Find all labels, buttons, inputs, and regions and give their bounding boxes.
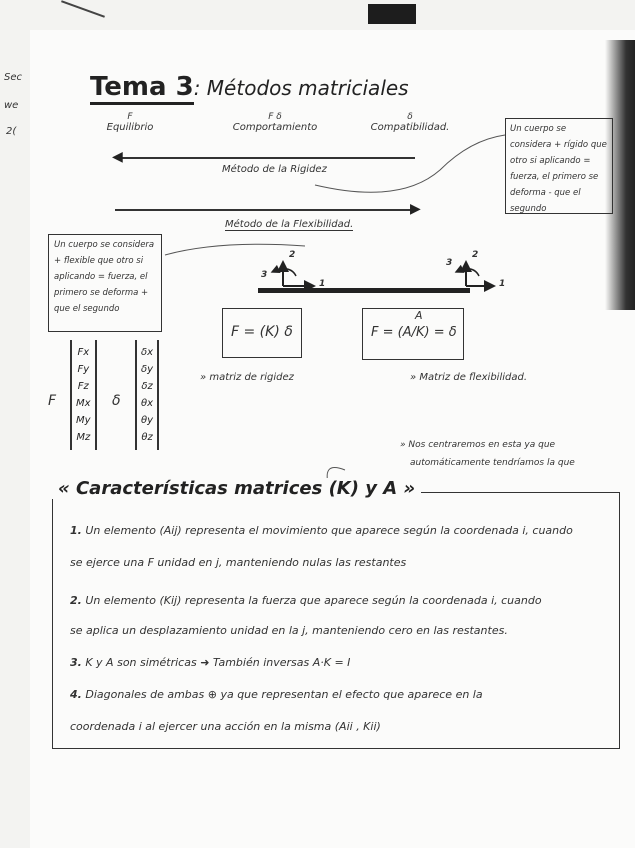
dof-left-1: 1 (319, 279, 326, 289)
dof-left-2: 2 (289, 250, 296, 260)
stiffness-label: » matriz de rigidez (200, 372, 294, 383)
vector-entry: Mz (76, 432, 91, 443)
flexibility-equation-box (362, 308, 464, 360)
margin-fragment: Sec (4, 72, 22, 83)
flexibility-equation: F = (A/K) = δ (371, 325, 457, 340)
concept-symbol: F (127, 112, 133, 122)
vector-entry: δx (141, 347, 154, 358)
vector-entry: θz (141, 432, 153, 443)
concept-label: Equilibrio (106, 122, 154, 133)
item-2-line: se aplica un desplazamiento unidad en la j, manteniendo cero en las restantes. (70, 624, 508, 637)
item-1-line (70, 524, 573, 537)
stiffness-equation-box (222, 308, 302, 358)
dof-right-2: 2 (472, 250, 479, 260)
connector-curve (165, 244, 305, 255)
displacement-symbol: δ (112, 393, 121, 409)
item-text: K y A son simétricas ➜ También inversas A·K = I (85, 656, 351, 669)
displacement-vector (135, 340, 159, 450)
method-flexibilidad: Método de la Flexibilidad. (225, 219, 354, 230)
dof-right-1: 1 (499, 279, 506, 289)
arrow-left-icon: ◀ (112, 149, 123, 165)
vector-entry: θx (141, 398, 154, 409)
beam (258, 288, 470, 293)
vector-entry: θy (141, 415, 154, 426)
item-4-line (70, 688, 483, 701)
force-vector (70, 340, 97, 450)
title-prefix: Tema 3 (90, 72, 194, 105)
note-rigid: Un cuerpo se considera + rígido que otro si aplicando = fuerza, el primero se deforma - que el segundo (505, 118, 613, 214)
item-1-line: se ejerce una F unidad en j, manteniendo nulas las restantes (70, 556, 407, 569)
item-number: 2. (70, 594, 82, 607)
concept-symbol: δ (407, 112, 413, 122)
item-number: 4. (70, 688, 82, 701)
dof-arrows-right-icon (456, 262, 494, 286)
concept-label: Compatibilidad. (370, 122, 450, 133)
concept-label: Comportamiento (232, 122, 318, 133)
dof-right-3: 3 (446, 258, 453, 268)
vector-entry: Fy (77, 364, 90, 375)
item-2-line (70, 594, 542, 607)
force-symbol: F (48, 393, 57, 409)
margin-fragment: 2( (6, 126, 17, 137)
section-heading: « Características matrices (K) y A » (52, 478, 421, 499)
vector-entry: δy (141, 364, 154, 375)
flexibility-label: » Matriz de flexibilidad. (410, 372, 528, 383)
title-suffix: : Métodos matriciales (193, 76, 409, 100)
item-text: Diagonales de ambas ⊕ ya que representan el efecto que aparece en la (85, 688, 483, 701)
vector-entry: Fx (77, 347, 90, 358)
item-text: Un elemento (Kij) representa la fuerza que aparece según la coordenada i, cuando (85, 594, 542, 607)
item-3-line (70, 656, 350, 669)
item-number: 1. (70, 524, 82, 537)
arrow-right-icon: ▶ (410, 201, 421, 217)
stiffness-equation: F = (K) δ (231, 324, 293, 340)
note-flexible: Un cuerpo se considera + flexible que otro si aplicando = fuerza, el primero se deforma + que el segundo (48, 234, 162, 332)
dof-left-3: 3 (261, 270, 268, 280)
item-text: Un elemento (Aij) representa el movimiento que aparece según la coordenada i, cuando (85, 524, 573, 537)
vector-entry: δz (141, 381, 153, 392)
vector-entry: Fz (77, 381, 89, 392)
remark-line: automáticamente tendríamos la que (410, 458, 575, 468)
dof-arrows-left-icon (272, 262, 314, 286)
vector-entry: Mx (76, 398, 91, 409)
flexibility-superscript: A (415, 309, 423, 322)
remark-line: » Nos centraremos en esta ya que (400, 440, 556, 450)
concept-symbol: F δ (268, 112, 282, 122)
margin-fragment: we (4, 100, 19, 111)
item-number: 3. (70, 656, 82, 669)
item-4-line: coordenada i al ejercer una acción en la misma (Aii , Kii) (70, 720, 381, 733)
method-rigidez: Método de la Rigidez (222, 164, 327, 175)
connector-curve (315, 135, 505, 192)
vector-entry: My (76, 415, 91, 426)
